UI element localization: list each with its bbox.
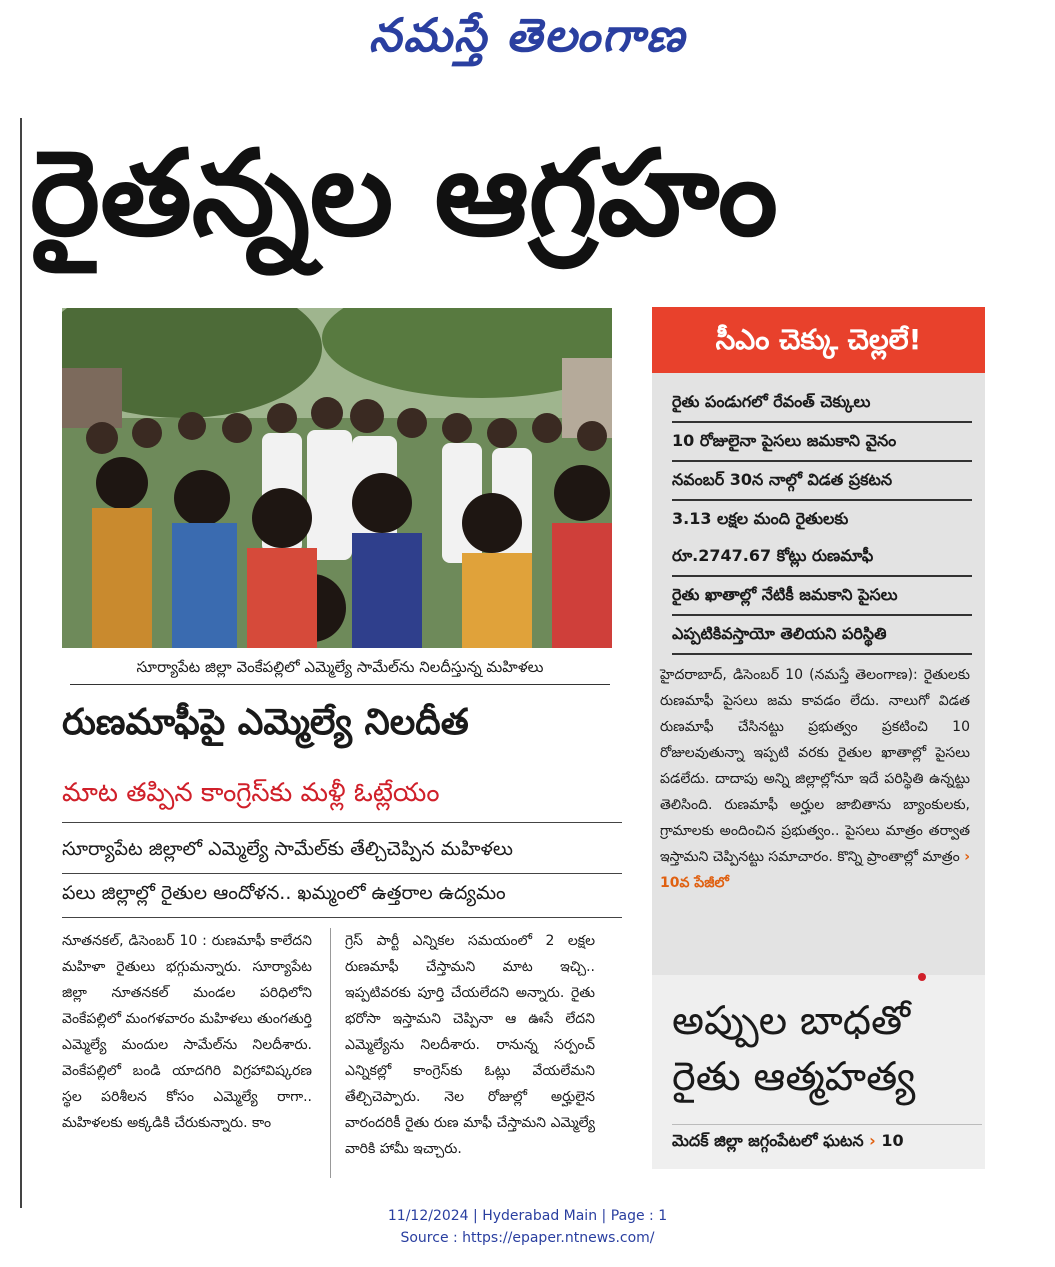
- story-subheadline: రుణమాఫీపై ఎమ్మెల్యే నిలదీత: [62, 702, 469, 743]
- footer-source: Source : https://epaper.ntnews.com/: [400, 1230, 655, 1246]
- sidebar-bullet: నవంబర్ 30న నాల్గో విడత ప్రకటన: [672, 466, 972, 501]
- masthead: నమస్తే తెలంగాణ: [368, 8, 687, 62]
- story-tagline: మాట తప్పిన కాంగ్రెస్‌కు మళ్లీ ఓట్లేయం: [62, 778, 622, 823]
- story2-headline-line2: రైతు ఆత్మహత్య: [672, 1054, 916, 1100]
- story2-headline-line1: అప్పుల బాధతో: [672, 998, 911, 1044]
- story2-headline: [672, 993, 972, 1105]
- story2-sub-text: మెదక్ జిల్లా జగ్గంపేటలో ఘటన: [672, 1131, 864, 1150]
- sidebar-title: సీఎం చెక్కు చెల్లలే!: [652, 307, 985, 373]
- sidebar-body-text: హైదరాబాద్, డిసెంబర్ 10 (నమస్తే తెలంగాణ): రైతులకు రుణమాఫీ పైసలు జమ కావడం లేదు. నాలుగో విడత రుణమాఫీ చేసినట్టు ప్రభుత్వం ప్రకటించి 10 రోజులవుతున్నా ఇప్పటి వరకు రైతుల ఖాతాల్లో పైసలు పడలేదు. దాదాపు అన్ని జిల్లాల్లోనూ ఇదే పరిస్థితి ఉన్నట్టు తెలిసింది. రుణమాఫీ అర్హుల జాబితాను బ్యాంకులకు, గ్రామాలకు అందించిన ప్రభుత్వం.. పైసలు మాత్రం తర్వాత ఇస్తామని చెప్పినట్టు సమాచారం. కొన్ని ప్రాంతాల్లో మాత్రం: [660, 667, 970, 865]
- story-body-column-2: గ్రెస్ పార్టీ ఎన్నికల సమయంలో 2 లక్షల రుణమాఫీ చేస్తామని మాట ఇచ్చి.. ఇప్పటివరకు పూర్తి చేయలేదని అన్నారు. రైతు భరోసా ఇస్తామని చెప్పినా ఆ ఊసే లేదని ఎమ్మెల్యేను నిలదీశారు. రానున్న సర్పంచ్ ఎన్నికల్లో కాంగ్రెస్‌కు ఓట్లు వేయలేమని తేల్చిచెప్పారు. నెల రోజుల్లో అర్హులైన వారందరికీ రైతు రుణ మాఫీ చేస్తామని ఎమ్మెల్యే వారికి హామీ ఇచ్చారు.: [345, 933, 595, 1157]
- footer-edition: 11/12/2024 | Hyderabad Main | Page : 1: [387, 1208, 668, 1224]
- story2-jump-link[interactable]: 10: [881, 1131, 904, 1150]
- story2-subline: [672, 1124, 982, 1154]
- sidebar-bullet: 10 రోజులైనా పైసలు జమకాని వైనం: [672, 427, 972, 462]
- sidebar-bullet: రైతు ఖాతాల్లో నేటికీ జమకాని పైసలు: [672, 581, 972, 616]
- bullet-dot-icon: [918, 973, 926, 981]
- sidebar-bullet: రైతు పండుగలో రేవంత్ చెక్కులు: [672, 388, 972, 423]
- sidebar-bullet: 3.13 లక్షల మంది రైతులకు: [672, 509, 849, 528]
- news-photo: [62, 308, 612, 648]
- story-deck-2: పలు జిల్లాల్లో రైతుల ఆందోళన.. ఖమ్మంలో ఉత్తరాల ఉద్యమం: [62, 882, 622, 918]
- chevron-right-icon: ›: [964, 849, 971, 865]
- story-body-column-1: నూతనకల్, డిసెంబర్ 10 : రుణమాఫీ కాలేదని మహిళా రైతులు భగ్గుమన్నారు. సూర్యాపేట జిల్లా నూతనకల్ మండల పరిధిలోని వెంకేపల్లిలో మంగళవారం మహిళలు తుంగతుర్తి ఎమ్మెల్యే మందుల సామేల్‌ను నిలదీశారు. వెంకేపల్లిలో బండి యాదగిరి విగ్రహావిష్కరణ స్థల పరిశీలన కోసం ఎమ్మెల్యే రాగా.. మహిళలకు అక్కడికి చేరుకున్నారు. కాం: [62, 933, 312, 1131]
- sidebar-body: [660, 662, 970, 896]
- chevron-right-icon: ›: [869, 1131, 876, 1150]
- sidebar-bullet: రూ.2747.67 కోట్లు రుణమాఫీ: [672, 542, 972, 577]
- column-divider: [330, 928, 331, 1178]
- sidebar-bullets: [672, 388, 972, 659]
- sidebar-bullet: ఎప్పటికివస్తాయో తెలియని పరిస్థితి: [672, 620, 972, 655]
- photo-caption: సూర్యాపేట జిల్లా వెంకేపల్లిలో ఎమ్మెల్యే సామేల్‌ను నిలదీస్తున్న మహిళలు: [70, 658, 610, 685]
- sidebar-jump-link[interactable]: 10వ పేజీలో: [660, 875, 729, 891]
- story-deck-1: సూర్యాపేట జిల్లాలో ఎమ్మెల్యే సామేల్‌కు తేల్చిచెప్పిన మహిళలు: [62, 838, 622, 874]
- page-headline: రైతన్నల ఆగ్రహం: [30, 124, 778, 262]
- left-rule: [20, 118, 22, 1208]
